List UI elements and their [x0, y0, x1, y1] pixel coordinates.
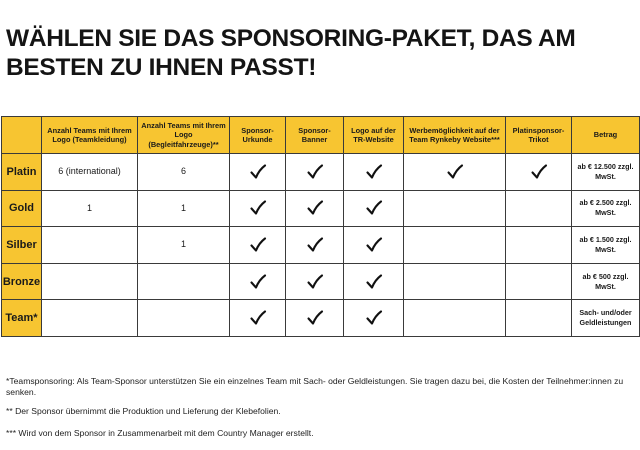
row-label: Platin [2, 154, 42, 191]
row-label: Silber [2, 227, 42, 264]
cell-teams-fahrzeuge: 6 [138, 154, 230, 191]
cell-teams-fahrzeuge: 1 [138, 190, 230, 227]
cell-betrag: ab € 12.500 zzgl. MwSt. [572, 154, 640, 191]
cell-feature [286, 154, 344, 191]
cell-feature [506, 154, 572, 191]
cell-betrag: Sach- und/oder Geldleistungen [572, 300, 640, 337]
cell-feature [506, 190, 572, 227]
check-icon [306, 164, 324, 180]
table-row [2, 227, 640, 264]
check-icon [365, 200, 383, 216]
check-icon [365, 164, 383, 180]
row-label: Bronze [2, 263, 42, 300]
cell-feature [506, 227, 572, 264]
cell-feature [344, 154, 404, 191]
check-icon [249, 164, 267, 180]
cell-teams-kleidung: 6 (international) [42, 154, 138, 191]
cell-teams-fahrzeuge [138, 263, 230, 300]
sponsoring-table [1, 116, 640, 337]
check-icon [249, 237, 267, 253]
cell-feature [404, 263, 506, 300]
cell-feature [230, 263, 286, 300]
cell-feature [506, 300, 572, 337]
cell-feature [404, 190, 506, 227]
table-row [2, 154, 640, 191]
check-icon [306, 274, 324, 290]
check-icon [249, 310, 267, 326]
cell-feature [344, 227, 404, 264]
header-teams-fahrzeuge: Anzahl Teams mit Ihrem Logo (Begleitfahrzeuge)** [138, 117, 230, 154]
check-icon [306, 310, 324, 326]
header-logo-website: Logo auf der TR-Website [344, 117, 404, 154]
cell-teams-kleidung [42, 263, 138, 300]
footnote-klebefolien: ** Der Sponsor übernimmt die Produktion und Lieferung der Klebefolien. [6, 406, 281, 416]
check-icon [249, 274, 267, 290]
cell-teams-fahrzeuge: 1 [138, 227, 230, 264]
table-row [2, 190, 640, 227]
cell-feature [286, 190, 344, 227]
cell-feature [344, 300, 404, 337]
cell-feature [230, 154, 286, 191]
header-betrag: Betrag [572, 117, 640, 154]
cell-betrag: ab € 500 zzgl. MwSt. [572, 263, 640, 300]
row-label: Team* [2, 300, 42, 337]
header-corner [2, 117, 42, 154]
cell-feature [230, 190, 286, 227]
check-icon [249, 200, 267, 216]
cell-feature [286, 227, 344, 264]
cell-feature [344, 190, 404, 227]
cell-feature [230, 300, 286, 337]
check-icon [365, 310, 383, 326]
header-banner: Sponsor-Banner [286, 117, 344, 154]
header-werbemoeglichkeit: Werbemöglichkeit auf der Team Rynkeby Website*** [404, 117, 506, 154]
check-icon [306, 200, 324, 216]
row-label: Gold [2, 190, 42, 227]
cell-betrag: ab € 1.500 zzgl. MwSt. [572, 227, 640, 264]
cell-teams-kleidung [42, 300, 138, 337]
cell-teams-kleidung [42, 227, 138, 264]
cell-teams-kleidung: 1 [42, 190, 138, 227]
check-icon [306, 237, 324, 253]
cell-feature [404, 154, 506, 191]
cell-feature [286, 300, 344, 337]
footnote-website: *** Wird von dem Sponsor in Zusammenarbeit mit dem Country Manager erstellt. [6, 428, 314, 438]
cell-feature [404, 300, 506, 337]
check-icon [530, 164, 548, 180]
cell-feature [404, 227, 506, 264]
cell-feature [286, 263, 344, 300]
cell-feature [506, 263, 572, 300]
cell-teams-fahrzeuge [138, 300, 230, 337]
cell-feature [344, 263, 404, 300]
header-urkunde: Sponsor-Urkunde [230, 117, 286, 154]
table-row [2, 263, 640, 300]
check-icon [365, 274, 383, 290]
table-row [2, 300, 640, 337]
page-title: WÄHLEN SIE DAS SPONSORING-PAKET, DAS AM BESTEN ZU IHNEN PASST! [6, 25, 576, 81]
table-header-row [2, 117, 640, 154]
check-icon [365, 237, 383, 253]
footnote-team: *Teamsponsoring: Als Team-Sponsor unterstützen Sie ein einzelnes Team mit Sach- oder Geldleistungen. Sie tragen dazu bei, die Kosten der Teilnehmer:innen zu senken. [6, 376, 624, 397]
cell-betrag: ab € 2.500 zzgl. MwSt. [572, 190, 640, 227]
cell-feature [230, 227, 286, 264]
header-trikot: Platinsponsor-Trikot [506, 117, 572, 154]
header-teams-kleidung: Anzahl Teams mit Ihrem Logo (Teamkleidung) [42, 117, 138, 154]
check-icon [446, 164, 464, 180]
